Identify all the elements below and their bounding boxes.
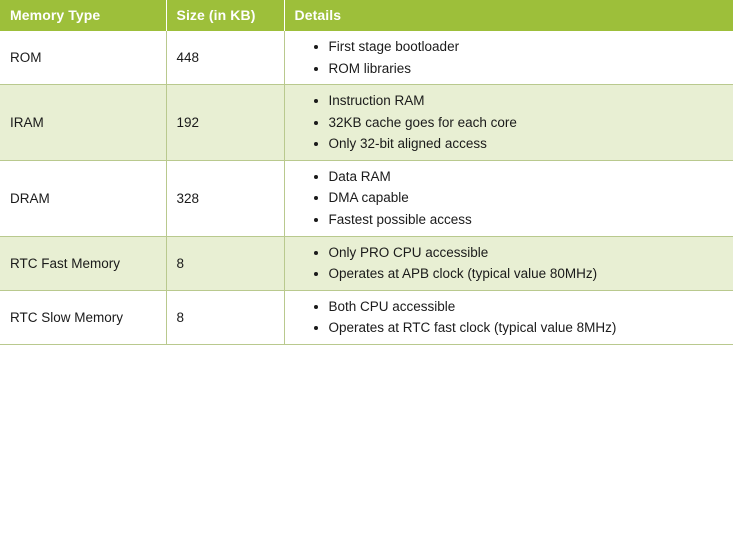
cell-memory-type: DRAM [0,160,166,236]
details-list [295,91,724,154]
list-item: • 32KB cache goes for each core [329,113,724,133]
cell-memory-type: ROM [0,31,166,85]
cell-size: 448 [166,31,284,85]
cell-details [284,160,733,236]
list-item: • Fastest possible access [329,210,724,230]
table-row [0,31,733,85]
cell-details [284,31,733,85]
list-item: • DMA capable [329,188,724,208]
list-item: • ROM libraries [329,59,724,79]
list-item: • Data RAM [329,167,724,187]
list-item: • Operates at RTC fast clock (typical value 8MHz) [329,318,724,338]
cell-size: 328 [166,160,284,236]
list-item: • First stage bootloader [329,37,724,57]
table-header-row [0,0,733,31]
cell-details [284,290,733,344]
details-list [295,297,724,338]
list-item: • Operates at APB clock (typical value 80MHz) [329,264,724,284]
table-row [0,85,733,161]
details-list [295,37,724,78]
column-header-size: Size (in KB) [166,0,284,31]
cell-memory-type: RTC Slow Memory [0,290,166,344]
column-header-memory-type: Memory Type [0,0,166,31]
list-item: • Only 32-bit aligned access [329,134,724,154]
table-row [0,160,733,236]
details-list [295,243,724,284]
table-body [0,31,733,344]
list-item: • Instruction RAM [329,91,724,111]
table-row [0,236,733,290]
cell-memory-type: IRAM [0,85,166,161]
list-item: • Both CPU accessible [329,297,724,317]
cell-size: 192 [166,85,284,161]
cell-details [284,85,733,161]
list-item: • Only PRO CPU accessible [329,243,724,263]
cell-size: 8 [166,290,284,344]
cell-memory-type: RTC Fast Memory [0,236,166,290]
cell-details [284,236,733,290]
table-header [0,0,733,31]
table-row [0,290,733,344]
column-header-details: Details [284,0,733,31]
details-list [295,167,724,230]
cell-size: 8 [166,236,284,290]
